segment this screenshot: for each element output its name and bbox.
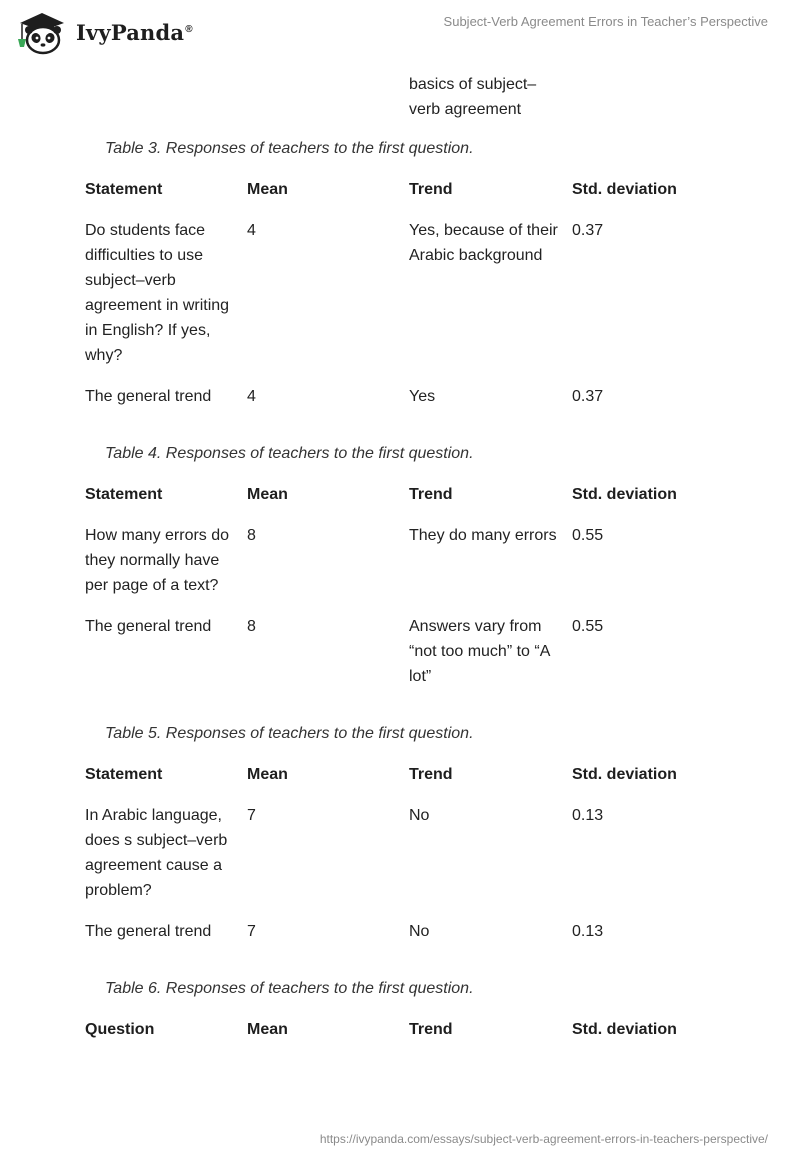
- column-header-mean: Mean: [247, 181, 288, 198]
- table-caption: Table 4. Responses of teachers to the first question.: [105, 445, 474, 462]
- column-header-std-deviation: Std. deviation: [572, 766, 677, 783]
- cell-statement: Do students face difficulties to use subject–verb agreement in writing in English? If yes, why?: [85, 222, 230, 364]
- cell-mean: 8: [247, 527, 256, 544]
- continuation-cell-trend: basics of subject–verb agreement: [409, 76, 537, 118]
- table-header-row: [85, 482, 732, 523]
- cell-mean: 4: [247, 222, 256, 239]
- page-header: [0, 0, 800, 60]
- cell-trend: No: [409, 923, 430, 940]
- column-header-std-deviation: Std. deviation: [572, 486, 677, 503]
- column-header-mean: Mean: [247, 486, 288, 503]
- table-caption: Table 3. Responses of teachers to the first question.: [105, 140, 474, 157]
- responses-table-6: [85, 1017, 732, 1058]
- column-header-trend: Trend: [409, 181, 453, 198]
- cell-statement: In Arabic language, does s subject–verb agreement cause a problem?: [85, 807, 228, 899]
- continuation-cell-statement: [85, 72, 247, 122]
- column-header-mean: Mean: [247, 1021, 288, 1038]
- cell-statement: The general trend: [85, 618, 212, 635]
- cell-std-deviation: 0.13: [572, 807, 604, 824]
- cell-trend: Yes: [409, 388, 436, 405]
- column-header-question: Question: [85, 1021, 155, 1038]
- cell-std-deviation: 0.55: [572, 618, 604, 635]
- brand-name: IvyPanda®: [76, 19, 193, 45]
- cell-mean: 4: [247, 388, 256, 405]
- cell-statement: The general trend: [85, 388, 212, 405]
- document-body: [85, 72, 765, 1074]
- cell-mean: 7: [247, 807, 256, 824]
- table-row: [85, 803, 732, 919]
- column-header-mean: Mean: [247, 766, 288, 783]
- cell-mean: 8: [247, 618, 256, 635]
- responses-table-4: [85, 482, 732, 705]
- source-url[interactable]: https://ivypanda.com/essays/subject-verb-agreement-errors-in-teachers-perspective/: [319, 1132, 768, 1146]
- table-row: [85, 523, 732, 614]
- cell-std-deviation: 0.37: [572, 388, 604, 405]
- document-title: Subject-Verb Agreement Errors in Teacher’s Perspective: [443, 14, 768, 29]
- responses-table-3: [85, 177, 732, 425]
- column-header-std-deviation: Std. deviation: [572, 181, 677, 198]
- table-row: [85, 218, 732, 384]
- brand-logo[interactable]: [14, 8, 193, 56]
- table-header-row: [85, 177, 732, 218]
- column-header-trend: Trend: [409, 486, 453, 503]
- cell-statement: How many errors do they normally have per page of a text?: [85, 527, 230, 594]
- table-header-row: [85, 1017, 732, 1058]
- table-caption: Table 5. Responses of teachers to the first question.: [105, 725, 474, 742]
- table-continuation-row: [85, 72, 765, 122]
- column-header-statement: Statement: [85, 766, 163, 783]
- table-row: [85, 384, 732, 425]
- continuation-cell-mean: [247, 72, 409, 122]
- continuation-cell-std: [572, 72, 732, 122]
- cell-trend: No: [409, 807, 430, 824]
- column-header-statement: Statement: [85, 486, 163, 503]
- cell-mean: 7: [247, 923, 256, 940]
- cell-statement: The general trend: [85, 923, 212, 940]
- table-row: [85, 614, 732, 705]
- responses-table-5: [85, 762, 732, 960]
- table-row: [85, 919, 732, 960]
- cell-std-deviation: 0.13: [572, 923, 604, 940]
- registered-mark: ®: [185, 23, 193, 35]
- cell-std-deviation: 0.37: [572, 222, 604, 239]
- column-header-std-deviation: Std. deviation: [572, 1021, 677, 1038]
- table-caption: Table 6. Responses of teachers to the first question.: [105, 980, 474, 997]
- cell-std-deviation: 0.55: [572, 527, 604, 544]
- table-header-row: [85, 762, 732, 803]
- panda-logo-icon: [14, 9, 70, 55]
- cell-trend: Answers vary from “not too much” to “A lot”: [409, 618, 550, 685]
- cell-trend: Yes, because of their Arabic background: [409, 222, 558, 264]
- cell-trend: They do many errors: [409, 527, 557, 544]
- column-header-trend: Trend: [409, 1021, 453, 1038]
- column-header-trend: Trend: [409, 766, 453, 783]
- column-header-statement: Statement: [85, 181, 163, 198]
